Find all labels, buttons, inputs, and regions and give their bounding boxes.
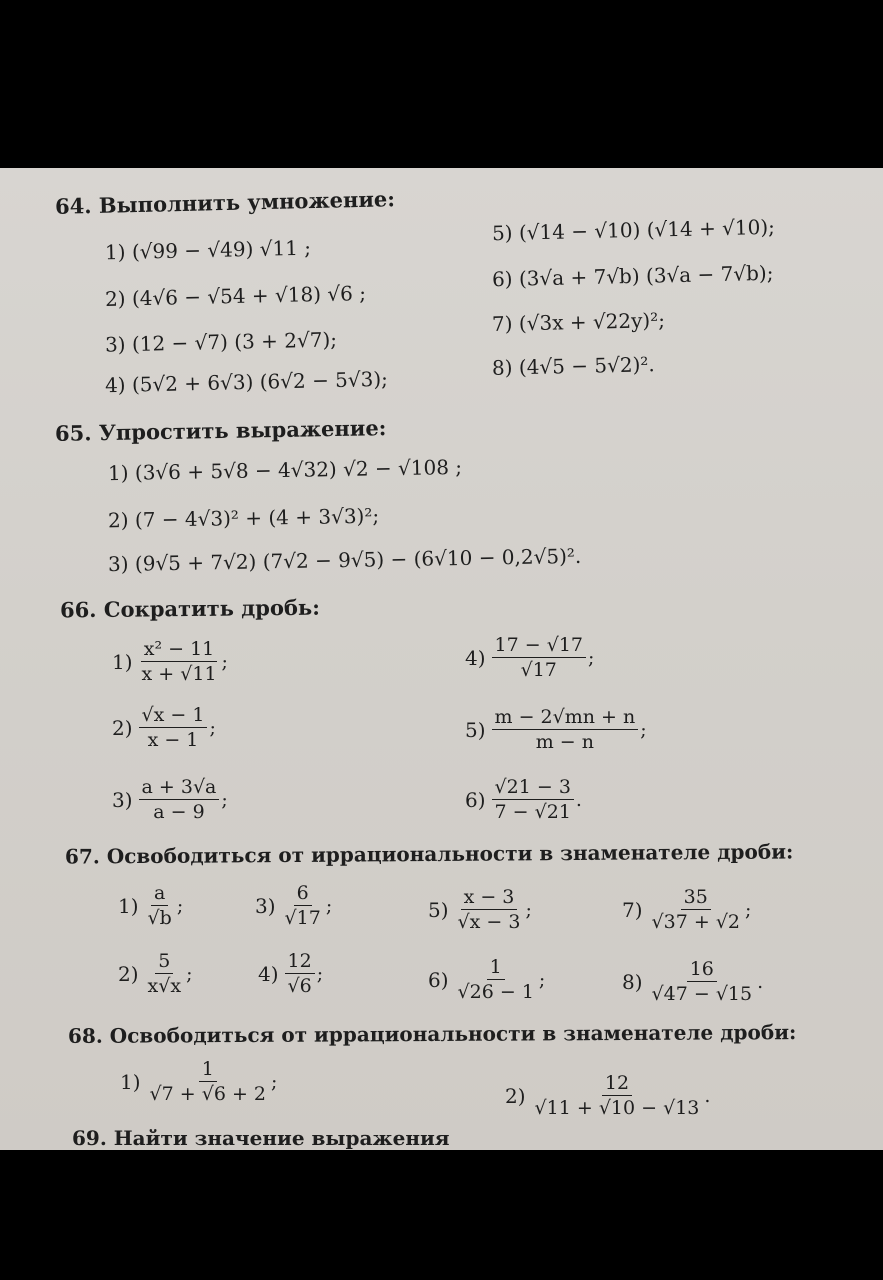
fraction-denominator: √37 + √2	[651, 911, 741, 933]
fraction-label: 6)	[428, 967, 449, 992]
fraction-punct: .	[757, 970, 764, 993]
fraction-denominator: √17	[520, 659, 557, 681]
fraction-punct: ;	[221, 650, 228, 673]
task-67-title: 67. Освободиться от иррациональности в знаменателе дроби:	[64, 839, 794, 869]
fraction-punct: ;	[588, 646, 595, 669]
fraction-label: 3)	[112, 787, 133, 812]
fraction-label: 4)	[465, 645, 486, 670]
fraction-denominator: x − 1	[147, 729, 199, 751]
task-67-fraction-1	[118, 882, 183, 929]
fraction-label: 2)	[505, 1083, 526, 1108]
fraction-punct: ;	[209, 716, 216, 739]
fraction-numerator: 5	[155, 950, 173, 974]
fraction-numerator: 35	[681, 886, 711, 910]
fraction-label: 6)	[465, 787, 486, 812]
task-67-fraction-4	[258, 950, 323, 997]
fraction-label: 7)	[622, 897, 643, 922]
task-66-fraction-6	[465, 776, 582, 823]
task-64-item-4: 4) (5√2 + 6√3) (6√2 − 5√3);	[104, 366, 389, 398]
fraction-punct: ;	[221, 788, 228, 811]
task-68-fraction-1	[120, 1058, 277, 1105]
task-68-title: 68. Освободиться от иррациональности в знаменателе дроби:	[67, 1020, 797, 1048]
task-64-item-6: 6) (3√a + 7√b) (3√a − 7√b);	[491, 260, 774, 292]
fraction-label: 5)	[465, 717, 486, 742]
fraction-punct: ;	[186, 962, 193, 985]
task-65-item-2: 2) (7 − 4√3)² + (4 + 3√3)²;	[107, 503, 380, 533]
fraction-denominator: x√x	[147, 975, 182, 997]
fraction-numerator: √x − 1	[139, 704, 208, 728]
fraction-numerator: m − 2√mn + n	[492, 706, 639, 730]
fraction-numerator: 12	[285, 950, 315, 974]
fraction-punct: ;	[538, 968, 546, 991]
task-66-fraction-1	[112, 638, 228, 685]
task-69-title: 69. Найти значение выражения	[72, 1126, 450, 1150]
fraction-denominator: 7 − √21	[494, 801, 571, 823]
task-64-item-8: 8) (4√5 − 5√2)².	[491, 352, 655, 380]
fraction-denominator: √7 + √6 + 2	[149, 1083, 267, 1105]
fraction-denominator: √17	[284, 907, 321, 929]
task-67-fraction-7	[622, 886, 751, 933]
fraction-numerator: 1	[487, 956, 505, 980]
fraction-denominator: x + √11	[141, 663, 217, 685]
fraction-numerator: 16	[687, 958, 717, 982]
fraction-punct: ;	[176, 894, 184, 917]
task-65-item-1: 1) (3√6 + 5√8 − 4√32) √2 − √108 ;	[107, 454, 463, 486]
task-68-fraction-2	[505, 1072, 710, 1119]
task-65-title: 65. Упростить выражение:	[54, 415, 387, 446]
task-67-fraction-8	[622, 958, 763, 1005]
fraction-denominator: √6	[287, 975, 312, 997]
task-67-fraction-2	[118, 950, 192, 997]
fraction-label: 1)	[112, 649, 133, 674]
fraction-numerator: x² − 11	[141, 638, 218, 662]
fraction-numerator: √21 − 3	[492, 776, 574, 800]
fraction-numerator: 6	[294, 882, 312, 906]
task-66-fraction-2	[112, 704, 216, 751]
fraction-numerator: 12	[602, 1072, 632, 1096]
fraction-denominator: m − n	[535, 731, 595, 753]
fraction-punct: ;	[640, 718, 647, 741]
fraction-denominator: √26 − 1	[457, 981, 534, 1003]
fraction-numerator: 1	[199, 1058, 217, 1082]
task-67-fraction-5	[428, 886, 532, 933]
fraction-punct: ;	[316, 962, 324, 985]
fraction-denominator: √47 − √15	[651, 983, 753, 1005]
fraction-numerator: a + 3√a	[139, 776, 220, 800]
textbook-page	[0, 168, 883, 1150]
fraction-denominator: √11 + √10 − √13	[534, 1097, 700, 1119]
fraction-punct: ;	[745, 898, 752, 921]
fraction-denominator: √x − 3	[457, 911, 521, 933]
fraction-label: 8)	[622, 969, 643, 994]
fraction-punct: ;	[271, 1070, 278, 1093]
task-64-item-3: 3) (12 − √7) (3 + 2√7);	[104, 327, 338, 357]
task-67-fraction-6	[428, 956, 545, 1003]
task-65-item-3: 3) (9√5 + 7√2) (7√2 − 9√5) − (6√10 − 0,2√5)².	[107, 543, 582, 577]
fraction-numerator: x − 3	[461, 886, 518, 910]
task-64-item-2: 2) (4√6 − √54 + √18) √6 ;	[104, 281, 367, 311]
task-64-item-7: 7) (√3x + √22y)²;	[491, 308, 666, 336]
task-64-title: 64. Выполнить умножение:	[54, 186, 396, 219]
task-67-fraction-3	[255, 882, 332, 929]
fraction-numerator: a	[151, 882, 168, 906]
fraction-punct: .	[575, 788, 582, 811]
fraction-label: 1)	[118, 893, 139, 918]
fraction-label: 5)	[428, 897, 449, 922]
fraction-punct: .	[704, 1084, 711, 1107]
task-66-title: 66. Сократить дробь:	[59, 594, 321, 623]
task-66-fraction-5	[465, 706, 647, 753]
fraction-numerator: 17 − √17	[492, 634, 586, 658]
task-64-item-5: 5) (√14 − √10) (√14 + √10);	[491, 214, 776, 246]
fraction-punct: ;	[325, 894, 333, 917]
fraction-label: 1)	[120, 1069, 141, 1094]
fraction-label: 2)	[112, 715, 133, 740]
fraction-label: 3)	[255, 893, 276, 918]
fraction-label: 4)	[258, 961, 279, 986]
fraction-denominator: √b	[147, 907, 172, 929]
task-66-fraction-3	[112, 776, 228, 823]
task-66-fraction-4	[465, 634, 594, 681]
fraction-denominator: a − 9	[153, 801, 205, 823]
task-64-item-1: 1) (√99 − √49) √11 ;	[104, 235, 312, 265]
fraction-punct: ;	[525, 898, 532, 921]
fraction-label: 2)	[118, 961, 139, 986]
